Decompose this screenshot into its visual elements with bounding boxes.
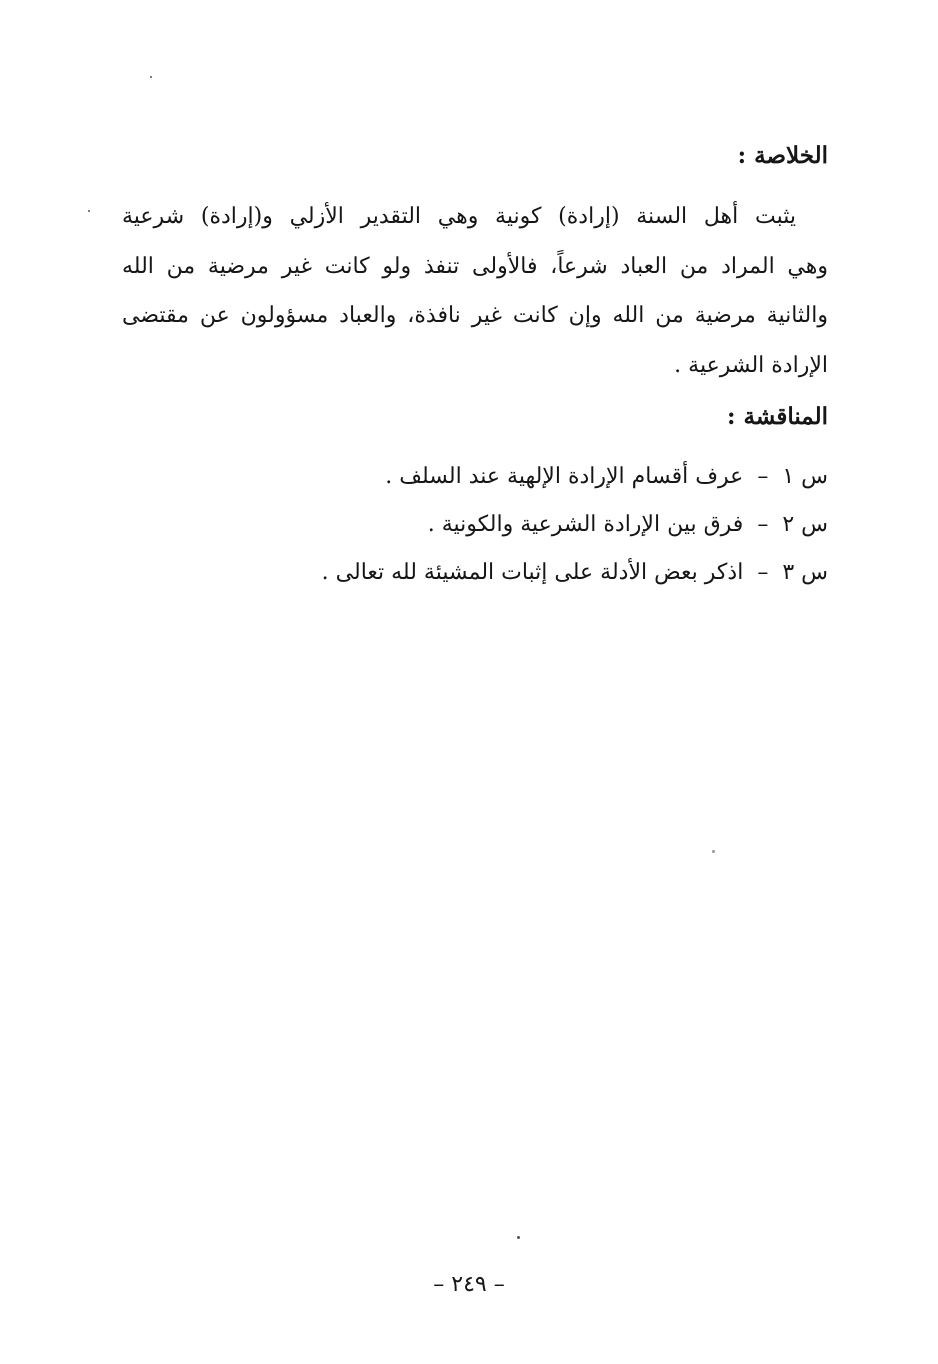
scan-speck: [517, 1236, 520, 1239]
question-dash: –: [757, 560, 769, 585]
summary-heading: الخلاصة :: [737, 142, 828, 169]
summary-line: وهي المراد من العباد شرعاً، فالأولى تنفذ ولو كانت غير مرضية من الله: [122, 253, 828, 279]
question-text: عرف أقسام الإرادة الإلهية عند السلف .: [385, 464, 744, 489]
question-dash: –: [757, 512, 769, 537]
question-text: فرق بين الإرادة الشرعية والكونية .: [427, 512, 744, 537]
summary-paragraph: [122, 192, 828, 390]
question-item: [322, 501, 828, 549]
summary-line: يثبت أهل السنة (إرادة) كونية وهي التقدير الأزلي و(إرادة) شرعية: [122, 204, 796, 229]
scan-speck: [712, 850, 715, 853]
question-number: س ٢: [782, 512, 828, 537]
scan-speck: [88, 210, 90, 212]
question-dash: –: [757, 464, 769, 489]
scan-speck: [150, 76, 152, 78]
discussion-heading: المناقشة :: [727, 403, 828, 430]
question-number: س ٣: [782, 560, 828, 585]
summary-line: والثانية مرضية من الله وإن كانت غير نافذة، والعباد مسؤولون عن مقتضى: [122, 303, 828, 328]
question-list: [322, 453, 828, 597]
page-number: – ٢٤٩ –: [433, 1272, 505, 1297]
question-number: س ١: [782, 464, 828, 489]
question-text: اذكر بعض الأدلة على إثبات المشيئة لله تعالى .: [321, 560, 744, 585]
summary-line: الإرادة الشرعية .: [674, 352, 828, 378]
question-item: [322, 453, 828, 501]
question-item: [322, 549, 828, 597]
